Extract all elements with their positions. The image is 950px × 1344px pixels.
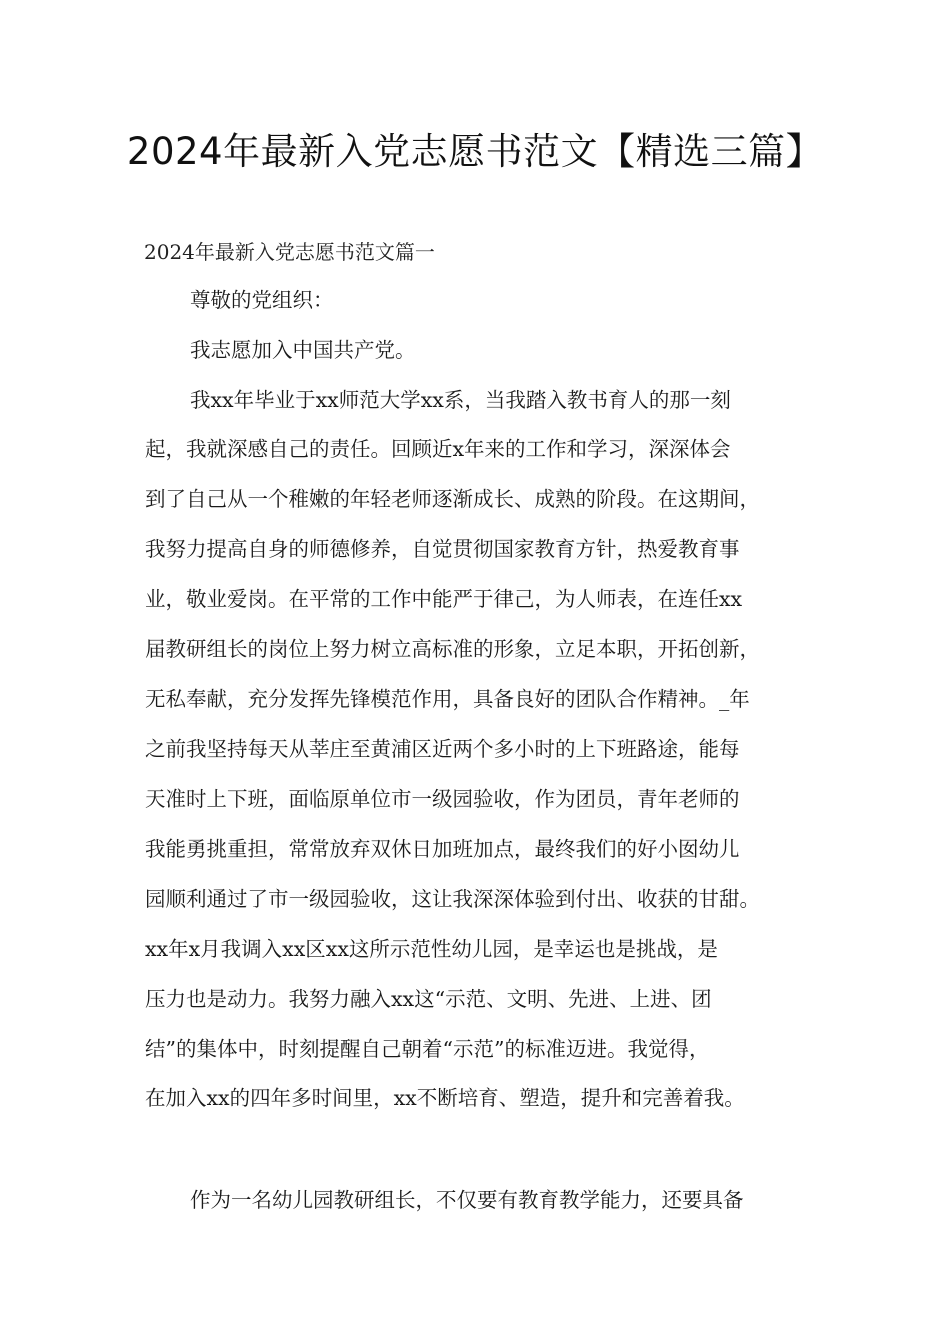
- section-heading: 2024年最新入党志愿书范文篇一: [144, 240, 435, 264]
- body-line: 在加入xx的四年多时间里，xx不断培育、塑造，提升和完善着我。: [145, 1086, 745, 1110]
- body-line: 到了自己从一个稚嫩的年轻老师逐渐成长、成熟的阶段。在这期间，: [145, 487, 760, 511]
- body-line: 结”的集体中，时刻提醒自己朝着“示范”的标准迈进。我觉得，: [145, 1037, 710, 1061]
- salutation: 尊敬的党组织：: [190, 288, 334, 312]
- body-line: xx年x月我调入xx区xx这所示范性幼儿园，是幸运也是挑战，是: [145, 937, 718, 961]
- body-line: 园顺利通过了市一级园验收，这让我深深体验到付出、收获的甘甜。: [145, 887, 760, 911]
- body-line: 我xx年毕业于xx师范大学xx系，当我踏入教书育人的那一刻: [190, 388, 731, 412]
- body-line: 届教研组长的岗位上努力树立高标准的形象，立足本职，开拓创新，: [145, 637, 760, 661]
- body-line: 我志愿加入中国共产党。: [190, 338, 416, 362]
- body-line: 天准时上下班，面临原单位市一级园验收，作为团员，青年老师的: [145, 787, 740, 811]
- body-line: 我努力提高自身的师德修养，自觉贯彻国家教育方针，热爱教育事: [145, 537, 740, 561]
- body-line: 无私奉献，充分发挥先锋模范作用，具备良好的团队合作精神。_年: [145, 687, 750, 711]
- body-line: 压力也是动力。我努力融入xx这“示范、文明、先进、上进、团: [145, 987, 712, 1011]
- body-line: 作为一名幼儿园教研组长，不仅要有教育教学能力，还要具备: [190, 1188, 744, 1212]
- document-title: 2024年最新入党志愿书范文【精选三篇】: [126, 130, 824, 173]
- body-line: 之前我坚持每天从莘庄至黄浦区近两个多小时的上下班路途，能每: [145, 737, 740, 761]
- body-line: 我能勇挑重担，常常放弃双休日加班加点，最终我们的好小囡幼儿: [145, 837, 740, 861]
- body-line: 业，敬业爱岗。在平常的工作中能严于律己，为人师表，在连任xx: [145, 587, 743, 611]
- body-line: 起，我就深感自己的责任。回顾近x年来的工作和学习，深深体会: [145, 437, 731, 461]
